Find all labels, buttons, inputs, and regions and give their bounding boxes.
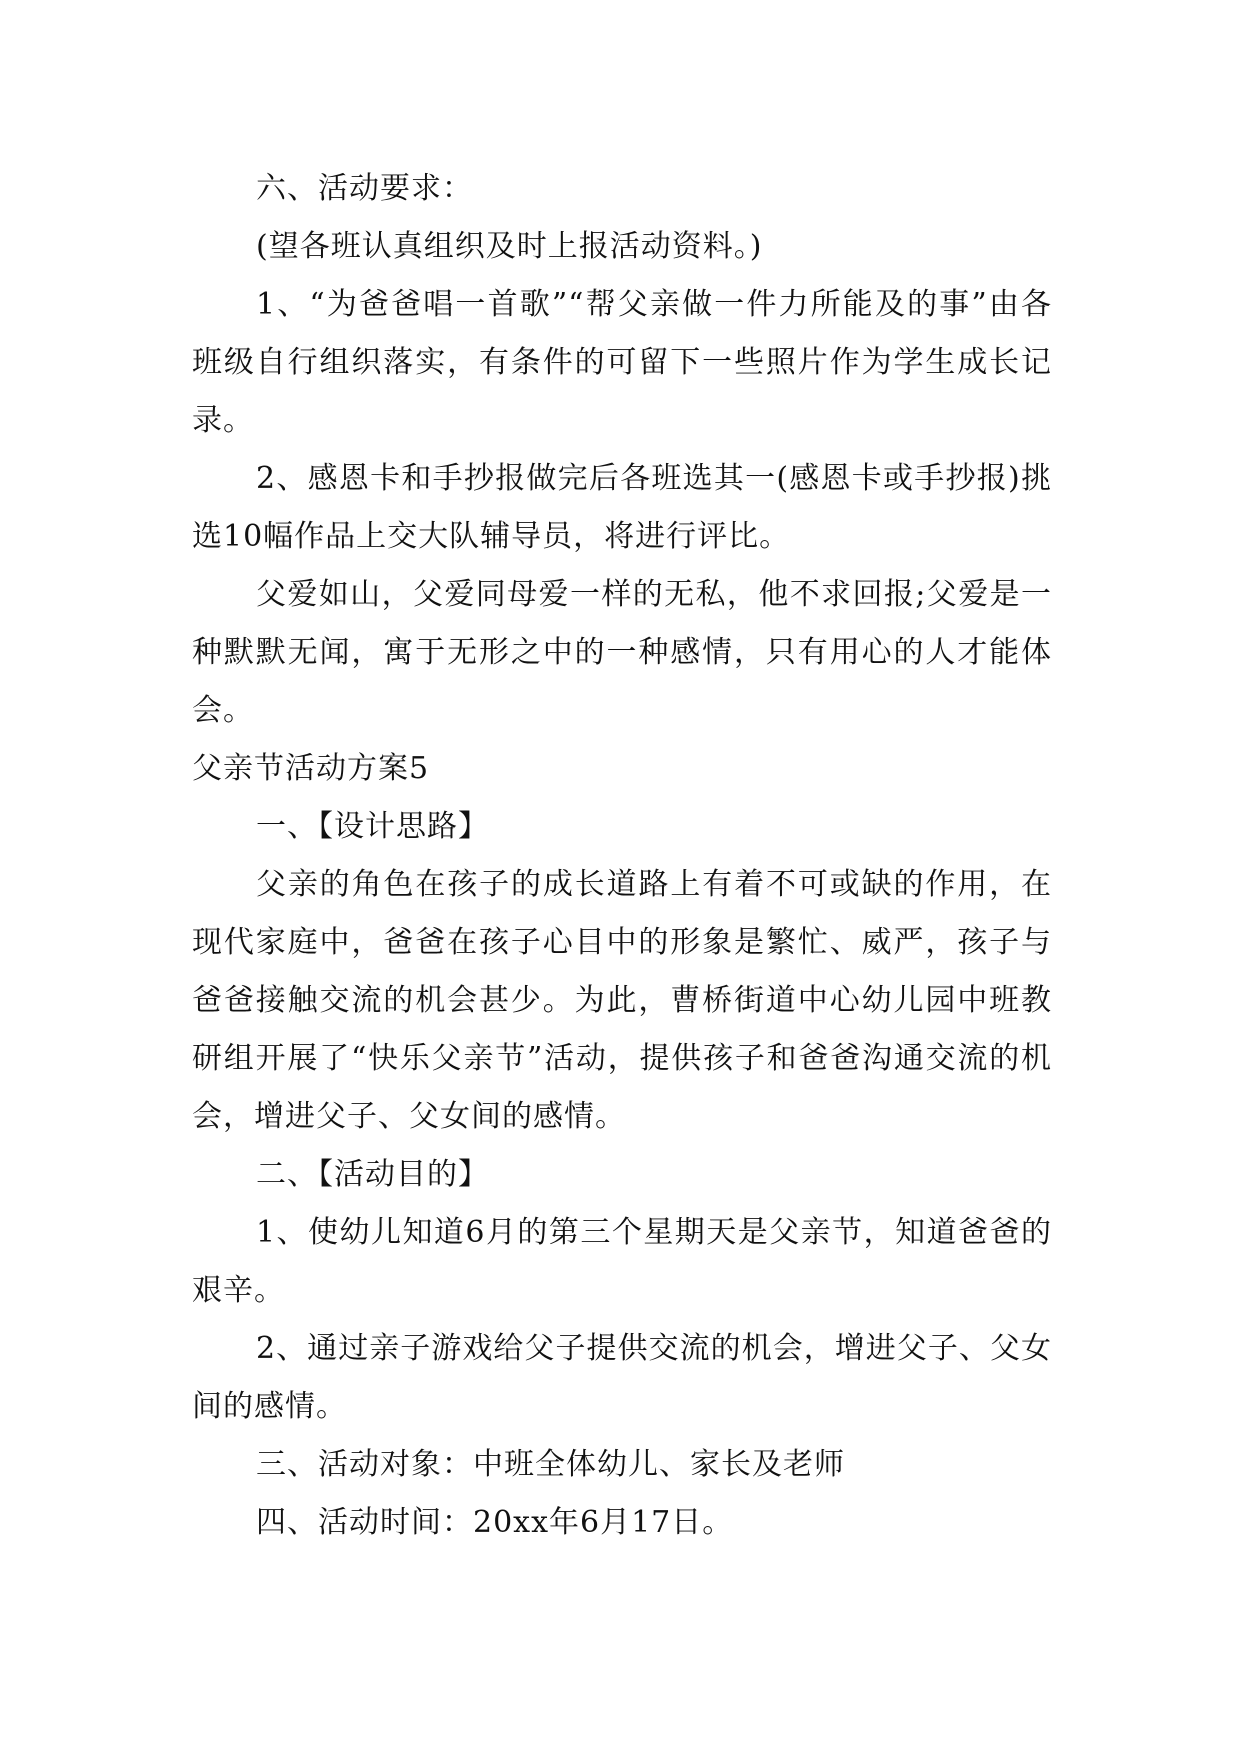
section-heading-time: 四、活动时间：20xx年6月17日。 [256,1505,734,1540]
requirement-item-2: 2、感恩卡和手抄报做完后各班选其一(感恩卡或手抄报)挑选10幅作品上交大队辅导员，将进行评比。 [192,461,1052,554]
section-heading-design: 一、【设计思路】 [256,809,489,844]
section-heading-audience: 三、活动对象：中班全体幼儿、家长及老师 [256,1447,845,1482]
section-heading-goals: 二、【活动目的】 [256,1157,489,1192]
design-paragraph: 父亲的角色在孩子的成长道路上有着不可或缺的作用，在现代家庭中，爸爸在孩子心目中的形象是繁忙、威严，孩子与爸爸接触交流的机会甚少。为此，曹桥街道中心幼儿园中班教研组开展了“快乐父亲节”活动，提供孩子和爸爸沟通交流的机会，增进父子、父女间的感情。 [192,867,1052,1134]
goal-item-2: 2、通过亲子游戏给父子提供交流的机会，增进父子、父女间的感情。 [192,1331,1052,1424]
closing-paragraph: 父爱如山，父爱同母爱一样的无私，他不求回报;父爱是一种默默无闻，寓于无形之中的一种感情，只有用心的人才能体会。 [192,577,1052,728]
plan-title: 父亲节活动方案5 [192,751,430,786]
requirements-note: (望各班认真组织及时上报活动资料。) [256,229,763,264]
requirement-item-1: 1、“为爸爸唱一首歌”“帮父亲做一件力所能及的事”由各班级自行组织落实，有条件的可留下一些照片作为学生成长记录。 [192,287,1052,438]
document-body [192,160,1052,1552]
goal-item-1: 1、使幼儿知道6月的第三个星期天是父亲节，知道爸爸的艰辛。 [192,1215,1052,1308]
section-heading-requirements: 六、活动要求： [256,171,473,206]
